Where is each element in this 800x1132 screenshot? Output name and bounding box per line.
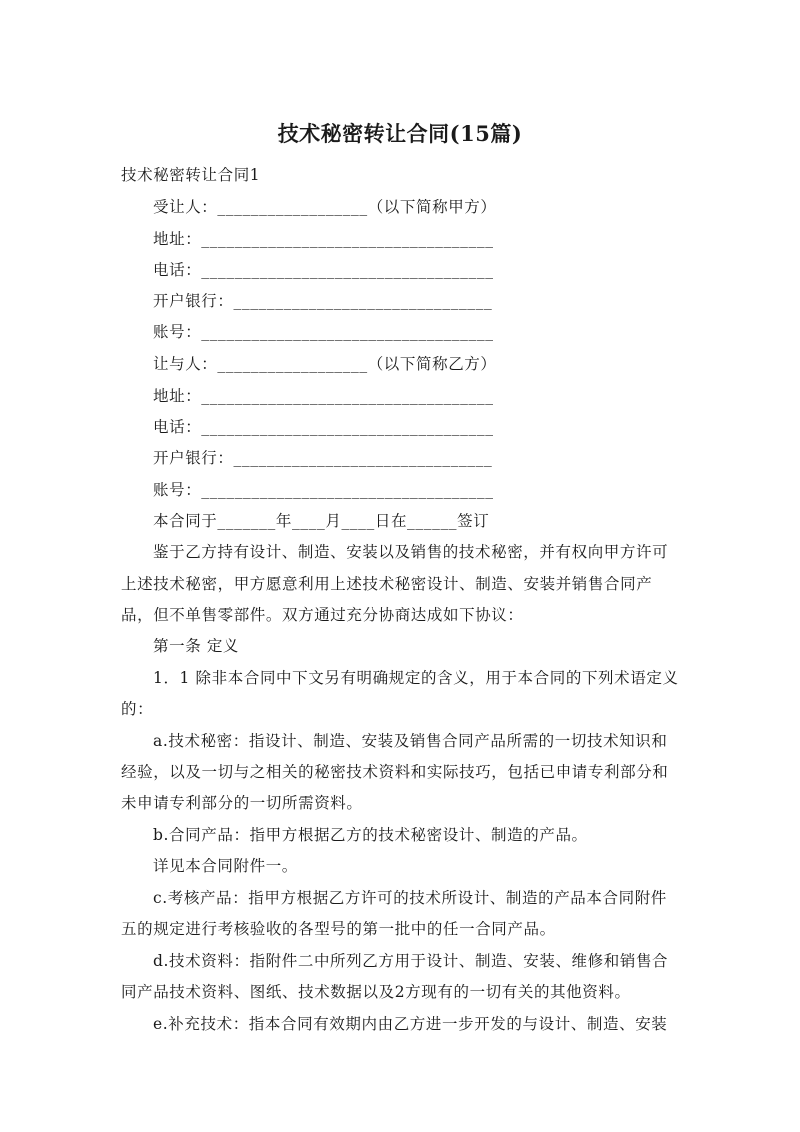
item-a-line: 经验，以及一切与之相关的秘密技术资料和实际技巧，包括已申请专利部分和 <box>121 763 669 781</box>
party-b-address-line: 地址：___________________________________ <box>153 387 494 405</box>
sign-date-line: 本合同于_______年____月____日在______签订 <box>153 512 490 530</box>
preamble-line: 上述技术秘密，甲方愿意利用上述技术秘密设计、制造、安装并销售合同产 <box>121 575 653 593</box>
item-a-line: a.技术秘密：指设计、制造、安装及销售合同产品所需的一切技术知识和 <box>153 732 668 750</box>
item-d-line: 同产品技术资料、图纸、技术数据以及2方现有的一切有关的其他资料。 <box>121 983 631 1001</box>
clause-1-1-line: 1．1 除非本合同中下文另有明确规定的含义，用于本合同的下列术语定义 <box>153 669 679 687</box>
item-e-line: e.补充技术：指本合同有效期内由乙方进一步开发的与设计、制造、安装 <box>153 1015 668 1033</box>
party-b-account-line: 账号：___________________________________ <box>153 481 494 499</box>
contract-subtitle: 技术秘密转让合同1 <box>121 166 261 184</box>
item-a-line: 未申请专利部分的一切所需资料。 <box>121 794 363 812</box>
preamble-line: 品，但不单售零部件。双方通过充分协商达成如下协议： <box>121 606 524 624</box>
item-b-line: b.合同产品：指甲方根据乙方的技术秘密设计、制造的产品。 <box>153 826 588 844</box>
item-c-line: 五的规定进行考核验收的各型号的第一批中的任一合同产品。 <box>121 920 556 938</box>
article-1-heading: 第一条 定义 <box>153 637 240 655</box>
preamble-line: 鉴于乙方持有设计、制造、安装以及销售的技术秘密，并有权向甲方许可 <box>153 543 669 561</box>
party-a-assignee-line: 受让人：__________________（以下简称甲方） <box>153 198 497 216</box>
party-a-phone-line: 电话：___________________________________ <box>153 261 494 279</box>
document-title: 技术秘密转让合同(15篇) <box>277 121 523 146</box>
item-d-line: d.技术资料：指附件二中所列乙方用于设计、制造、安装、维修和销售合 <box>153 952 669 970</box>
party-a-bank-line: 开户银行：_______________________________ <box>153 292 493 310</box>
party-b-bank-line: 开户银行：_______________________________ <box>153 449 493 467</box>
party-b-assignor-line: 让与人：__________________（以下简称乙方） <box>153 355 497 373</box>
party-a-address-line: 地址：___________________________________ <box>153 230 494 248</box>
clause-1-1-line: 的： <box>121 700 154 718</box>
item-b-note: 详见本合同附件一。 <box>153 857 298 875</box>
party-b-phone-line: 电话：___________________________________ <box>153 418 494 436</box>
party-a-account-line: 账号：___________________________________ <box>153 323 494 341</box>
item-c-line: c.考核产品：指甲方根据乙方许可的技术所设计、制造的产品本合同附件 <box>153 889 667 907</box>
